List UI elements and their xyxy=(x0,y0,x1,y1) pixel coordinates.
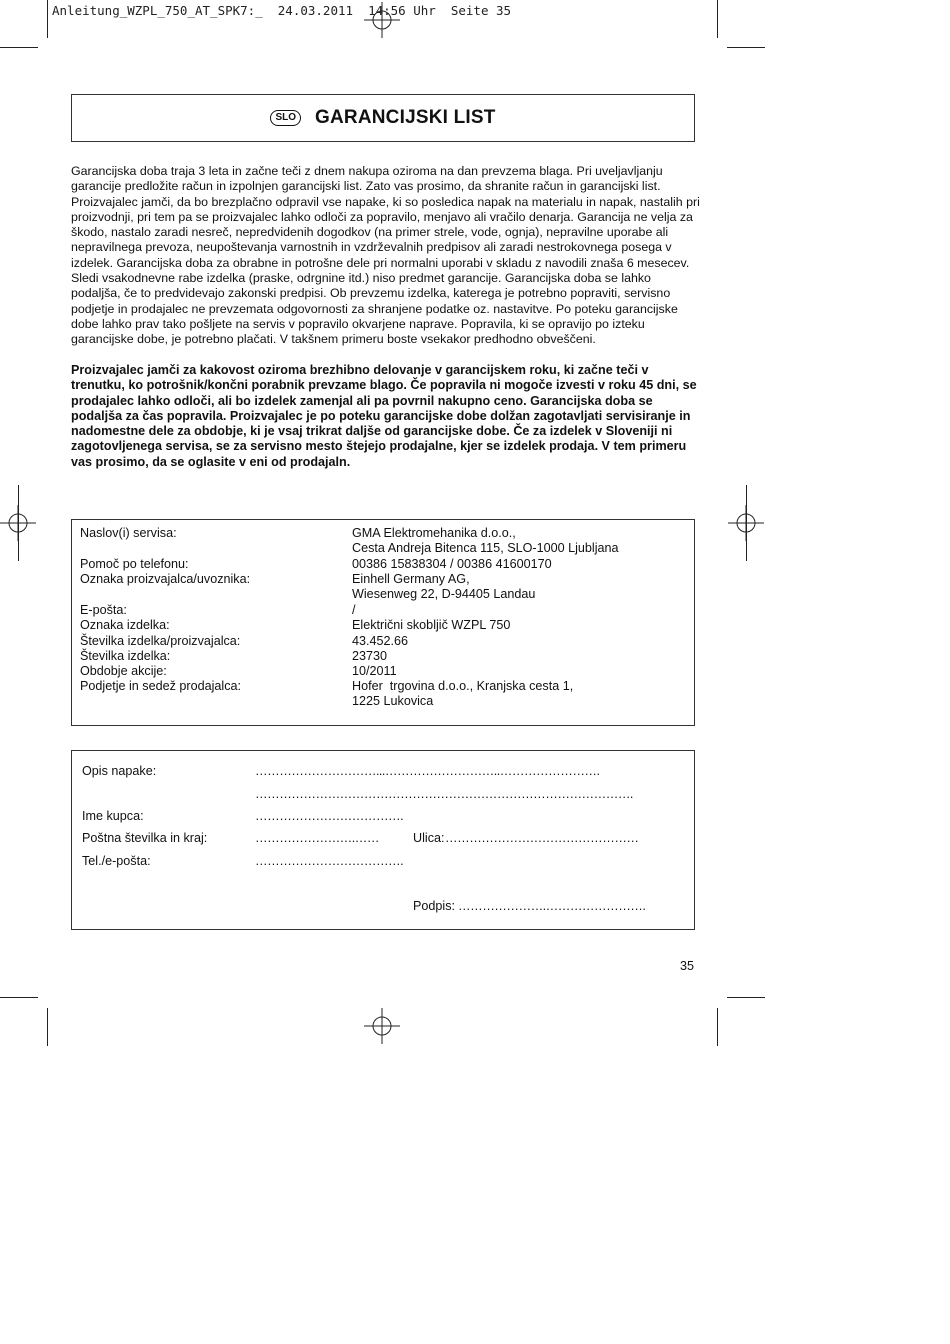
crop-mark xyxy=(47,1008,48,1046)
info-label: Oznaka izdelka: xyxy=(80,618,170,632)
buyer-name-field[interactable]: ………………………………. xyxy=(255,809,404,823)
info-value: Hofer trgovina d.o.o., Kranjska cesta 1, 1225 Lukovica xyxy=(352,679,574,709)
street-field[interactable]: ………………………………………… xyxy=(445,831,639,845)
crop-mark xyxy=(746,485,747,561)
defect-field-line2[interactable]: …………………………………………………………………………………. xyxy=(255,787,633,801)
registration-mark-icon xyxy=(364,2,400,38)
page-title: GARANCIJSKI LIST xyxy=(315,107,496,128)
info-value: 43.452.66 xyxy=(352,634,409,648)
info-value: Električni skobljič WZPL 750 xyxy=(352,618,511,632)
postal-code-label: Poštna številka in kraj: xyxy=(82,831,208,845)
info-label: Oznaka proizvajalca/uvoznika: xyxy=(80,572,251,586)
crop-mark xyxy=(727,997,765,998)
street-label: Ulica: xyxy=(413,831,445,845)
service-info-box xyxy=(71,519,695,726)
info-label: Številka izdelka: xyxy=(80,649,171,663)
info-label: E-pošta: xyxy=(80,603,127,617)
info-label: Pomoč po telefonu: xyxy=(80,557,189,571)
language-badge: SLO xyxy=(270,110,301,126)
info-value: 23730 xyxy=(352,649,388,663)
crop-mark xyxy=(717,0,718,38)
signature-field[interactable]: ………………….……………………. xyxy=(458,899,646,913)
registration-mark-icon xyxy=(364,1008,400,1044)
defect-field[interactable]: …………………………...………………………..……………………. xyxy=(255,764,600,778)
crop-mark xyxy=(18,485,19,561)
buyer-name-label: Ime kupca: xyxy=(82,809,144,823)
defect-label: Opis napake: xyxy=(82,764,157,778)
info-value: 10/2011 xyxy=(352,664,397,678)
print-header: Anleitung_WZPL_750_AT_SPK7:_ 24.03.2011 14:56 Uhr Seite 35 xyxy=(52,3,512,18)
page-number: 35 xyxy=(680,959,695,973)
crop-mark xyxy=(0,997,38,998)
crop-mark xyxy=(717,1008,718,1046)
customer-form-box xyxy=(71,750,695,930)
crop-mark xyxy=(727,47,765,48)
info-label: Podjetje in sedež prodajalca: xyxy=(80,679,242,693)
warranty-paragraph: Garancijska doba traja 3 leta in začne teči z dnem nakupa oziroma na dan prevzema blaga. Pri uveljavljanju garancije predložite račun in izpolnjen garancijski list. Zato vas prosimo, da shranite račun in garancijski list. Proizvajalec jamči, da bo brezplačno odpravil vse napake, ki so posledica napak na materialu in napak, nastalih pri proizvodnji, pri tem pa se proizvajalec lahko odloči za popravilo, menjavo ali vračilo denarja. Garancija ne velja za škodo, nastalo zaradi nesreč, nepredvidenih dogodkov (na primer strele, vode, ognja), nepravilne uporabe ali nepravilnega prevoza, neupoštevanja varnostnih in vzdrževalnih predpisov ali zaradi nestrokovnega posega v izdelek. Garancijska doba za obrabne in potrošne dele pri normalni uporabi v skladu z navodili znaša 6 mesecev. Sledi vsakodnevne rabe izdelka (praske, odrgnine itd.) niso predmet garancije. Garancijska doba se lahko podaljša, če to predvidevajo zakonski predpisi. Ob prevzemu izdelka, katerega je potrebno popraviti, servisno podjetje in prodajalec ne prevzemata odgovornosti za shranjene podatke oz. nastavitve. Po poteku garancijske dobe lahko prav tako pošljete na servis v popravilo okvarjene naprave. Popravila, ki se opravijo po izteku garancijske dobe, je potrebno plačati. V takšnem primeru boste vsekakor predhodno obveščeni. xyxy=(71,164,700,347)
phone-email-label: Tel./e-pošta: xyxy=(82,854,151,868)
crop-mark xyxy=(47,0,48,38)
title-box xyxy=(71,94,695,142)
info-label: Obdobje akcije: xyxy=(80,664,167,678)
signature-label: Podpis: xyxy=(413,899,456,913)
info-value: / xyxy=(352,603,356,617)
info-value: Einhell Germany AG, Wiesenweg 22, D-94405 Landau xyxy=(352,572,536,602)
info-label: Naslov(i) servisa: xyxy=(80,526,177,540)
warranty-bold-paragraph: Proizvajalec jamči za kakovost oziroma brezhibno delovanje v garancijskem roku, ki začne teči v trenutku, ko potrošnik/končni porabnik prevzame blago. Če popravila ni mogoče izvesti v roku 45 dni, se prodajalec lahko odloči, ali bo izdelek zamenjal ali pa povrnil nakupno ceno. Garancijska doba se podaljša za čas popravila. Proizvajalec je po poteku garancijske dobe dolžan zagotavljati servisiranje in nadomestne dele za obdobje, ki je vsaj trikrat daljše od garancijske dobe. Če za izdelek v Sloveniji ni zagotovljenega servisa, se za servisno mesto štejejo prodajalne, kjer se izdelek prodaja. V tem primeru vas prosimo, da se oglasite v eni od prodajaln. xyxy=(71,363,697,469)
phone-email-field[interactable]: ………………………………. xyxy=(255,854,404,868)
info-value: GMA Elektromehanika d.o.o., Cesta Andreja Bitenca 115, SLO-1000 Ljubljana xyxy=(352,526,619,556)
postal-code-field[interactable]: …………………….…… xyxy=(255,831,379,845)
info-value: 00386 15838304 / 00386 41600170 xyxy=(352,557,552,571)
crop-mark xyxy=(0,47,38,48)
info-label: Številka izdelka/proizvajalca: xyxy=(80,634,241,648)
